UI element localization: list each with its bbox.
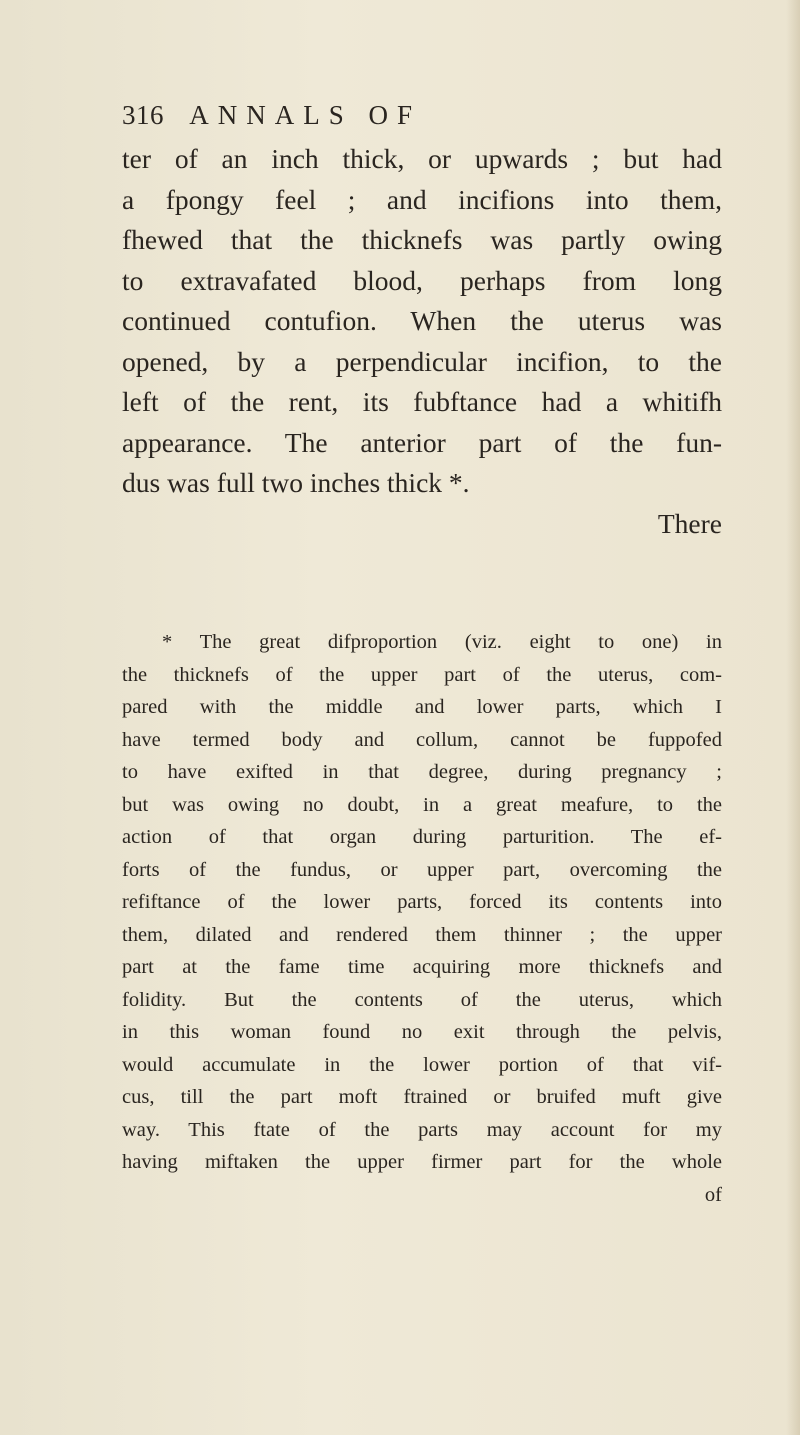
text-line: appearance. The anterior part of the fun- <box>122 426 722 458</box>
catchword: There <box>657 507 722 539</box>
text-line: fhewed that the thicknefs was partly owing <box>122 224 722 255</box>
text-line: to extravafated blood, perhaps from long <box>122 264 722 296</box>
footnote-line: them, dilated and rendered them thinner ; the upper <box>122 923 722 946</box>
footnote-line: cus, till the part moft ftrained or bruifed muft give <box>122 1086 722 1108</box>
running-head: ANNALS OF <box>189 100 422 130</box>
footnote-line: * The great difproportion (viz. eight to one) in <box>162 631 722 653</box>
page-edge-shadow <box>786 0 800 1435</box>
page-number: 316 <box>122 100 164 130</box>
page-header <box>122 100 421 131</box>
footnote-line: in this woman found no exit through the pelvis, <box>122 1021 722 1043</box>
footnote-line: part at the fame time acquiring more thicknefs and <box>122 956 722 978</box>
footnote-line: having miftaken the upper firmer part for the whole <box>122 1151 722 1173</box>
text-line: left of the rent, its fubftance had a whitifh <box>122 386 722 417</box>
footnote-line: to have exifted in that degree, during pregnancy ; <box>122 761 722 783</box>
footnote-line: pared with the middle and lower parts, which I <box>122 696 722 718</box>
footnote-line: refiftance of the lower parts, forced its contents into <box>122 891 722 913</box>
footnote-line: the thicknefs of the upper part of the uterus, com- <box>122 663 722 686</box>
text-line: a fpongy feel ; and incifions into them, <box>122 183 722 215</box>
text-line: opened, by a perpendicular incifion, to the <box>122 345 722 377</box>
text-line: continued contufion. When the uterus was <box>122 305 722 336</box>
footnote-line: action of that organ during parturition. The ef- <box>122 826 722 848</box>
footnote <box>122 626 722 1211</box>
footnote-catchword: of <box>704 1183 722 1206</box>
footnote-line: have termed body and collum, cannot be fuppofed <box>122 728 722 751</box>
footnote-line: would accumulate in the lower portion of that vif- <box>122 1053 722 1076</box>
footnote-line: forts of the fundus, or upper part, overcoming the <box>122 858 722 881</box>
footnote-line: folidity. But the contents of the uterus, which <box>122 988 722 1011</box>
text-line: dus was full two inches thick *. <box>122 467 470 498</box>
footnote-line: but was owing no doubt, in a great meafure, to the <box>122 793 722 816</box>
text-line: ter of an inch thick, or upwards ; but had <box>122 143 722 174</box>
main-text <box>122 139 722 544</box>
footnote-line: way. This ftate of the parts may account for my <box>122 1118 722 1141</box>
